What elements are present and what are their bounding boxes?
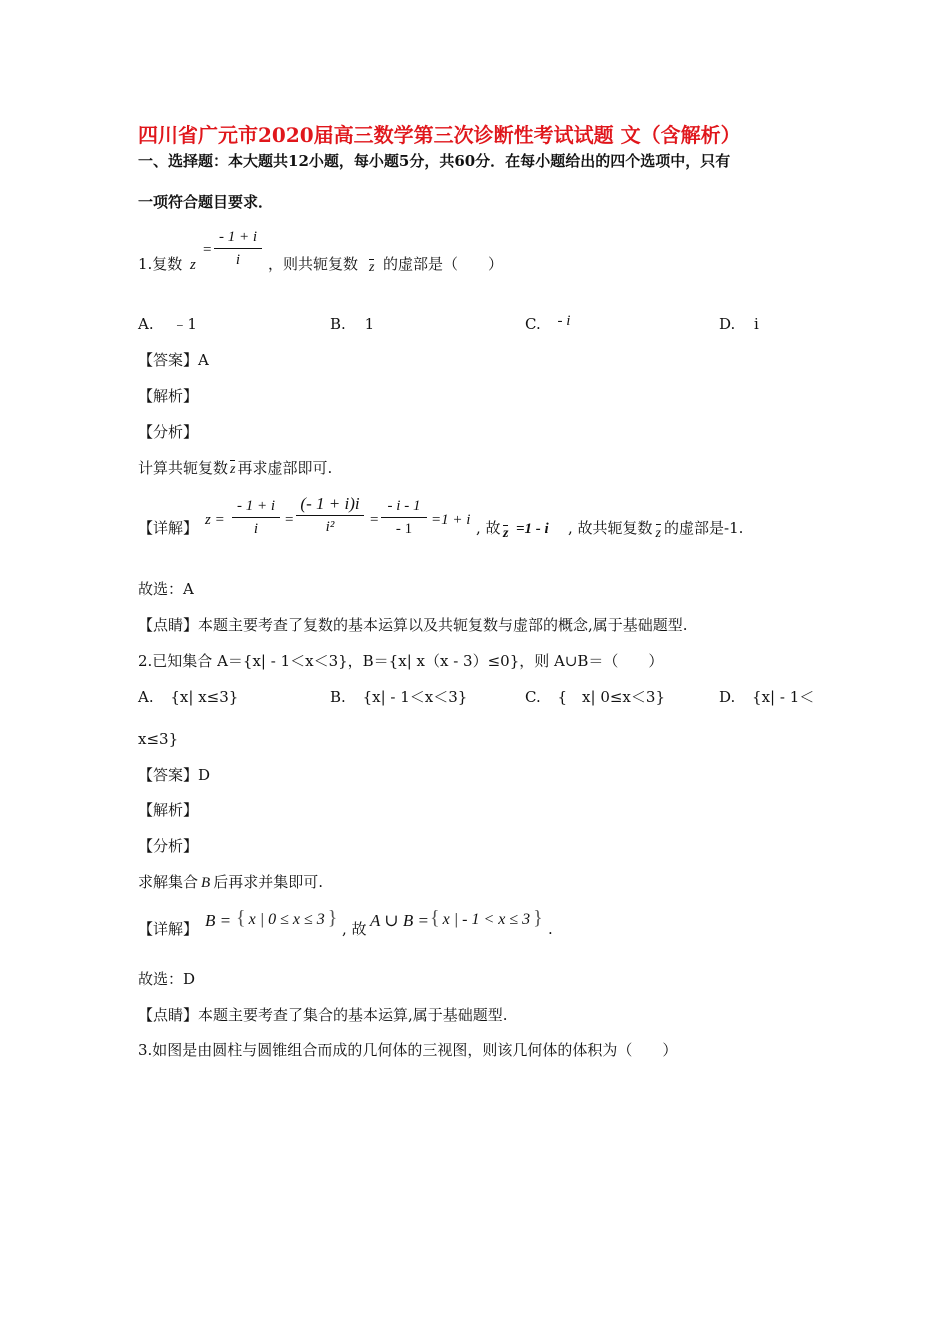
q1-jiexi: 【解析】: [138, 387, 199, 405]
q2-jiexi: 【解析】: [138, 801, 199, 819]
q2-detail-B: B =: [205, 911, 232, 930]
q1-mid: ，则共轭复数: [268, 255, 359, 273]
q1-fraction-num: - 1 + i: [218, 229, 258, 245]
q2-detail-AB-set: { x | - 1 < x ≤ 3 }: [430, 907, 543, 929]
q1-detail-tail: , 故共轭复数 z 的虚部是-1.: [568, 519, 744, 541]
q1-detail-resval: =1 - i: [516, 521, 549, 537]
q1-detail-z: z =: [205, 512, 225, 528]
page-title: 四川省广元市2020届高三数学第三次诊断性考试试题 文（含解析）: [138, 123, 741, 147]
q2-analysis: 求解集合 B 后再求并集即可.: [138, 873, 323, 891]
q2-detail-gu: , 故: [342, 920, 367, 938]
q1-fraction-den: i: [235, 252, 241, 268]
q1-detail-frac1: - 1 + i i: [232, 499, 280, 537]
q1-detail-zbar: z: [503, 526, 509, 541]
q1-option-d: D. i: [719, 315, 759, 333]
q1-detail-frac2: (- 1 + i)i i²: [296, 495, 364, 535]
q1-dianjing: 【点睛】本题主要考查了复数的基本运算以及共轭复数与虚部的概念,属于基础题型.: [138, 616, 688, 634]
q1-analysis: 计算共轭复数 z 再求虚部即可.: [138, 459, 333, 477]
q2-fenxi: 【分析】: [138, 837, 199, 855]
q1-choose: 故选：A: [138, 580, 194, 598]
q1-option-a: A. ﹣1: [138, 315, 197, 333]
q2-choose: 故选：D: [138, 970, 196, 988]
q2-dianjing: 【点睛】本题主要考查了集合的基本运算,属于基础题型.: [138, 1006, 508, 1024]
q2-detail-tag: 【详解】: [138, 920, 199, 938]
q1-detail-gu: , 故: [476, 519, 501, 537]
q1-zbar: z: [369, 260, 375, 275]
q1-detail-eq2: =: [285, 512, 294, 528]
q2-option-c: C. { x| 0≤x＜3}: [525, 688, 665, 706]
q1-fraction: [214, 230, 262, 268]
q2-option-a: A. {x| x≤3}: [138, 688, 239, 706]
q1-option-b: B. 1: [330, 315, 375, 333]
q2-stem: 2.已知集合 A＝{x| - 1＜x＜3}，B＝{x| x（x - 3）≤0}，则 A∪B＝（ ）: [138, 652, 664, 670]
q1-prefix: 1.复数: [138, 255, 183, 273]
q1-detail-result: =1 + i: [431, 512, 471, 528]
q2-detail-AB: A ∪ B =: [370, 911, 429, 930]
q1-detail-frac3: - i - 1 - 1: [381, 499, 427, 537]
q1-answer: 【答案】A: [138, 351, 209, 369]
q2-detail-period: .: [548, 920, 553, 938]
q1-detail-tag: 【详解】: [138, 519, 199, 537]
q1-z: z: [190, 257, 196, 273]
q3-stem: 3.如图是由圆柱与圆锥组合而成的几何体的三视图，则该几何体的体积为（ ）: [138, 1041, 678, 1059]
section-heading-line1: 一、选择题：本大题共12小题，每小题5分，共60分．在每小题给出的四个选项中，只有: [138, 152, 731, 170]
q2-detail-B-set: { x | 0 ≤ x ≤ 3 }: [236, 907, 338, 929]
q2-option-d-cont: x≤3}: [138, 730, 179, 748]
q1-detail-eq3: =: [370, 512, 379, 528]
section-heading-line2: 一项符合题目要求．: [138, 193, 274, 211]
q1-suffix: 的虚部是（ ）: [383, 255, 504, 273]
q2-answer: 【答案】D: [138, 766, 211, 784]
q1-option-c: C. - i: [525, 313, 571, 333]
q1-fenxi: 【分析】: [138, 423, 199, 441]
q1-eq: =: [203, 242, 212, 258]
q2-option-b: B. {x| - 1＜x＜3}: [330, 688, 468, 706]
q2-option-d: D. {x| - 1＜: [719, 688, 815, 706]
